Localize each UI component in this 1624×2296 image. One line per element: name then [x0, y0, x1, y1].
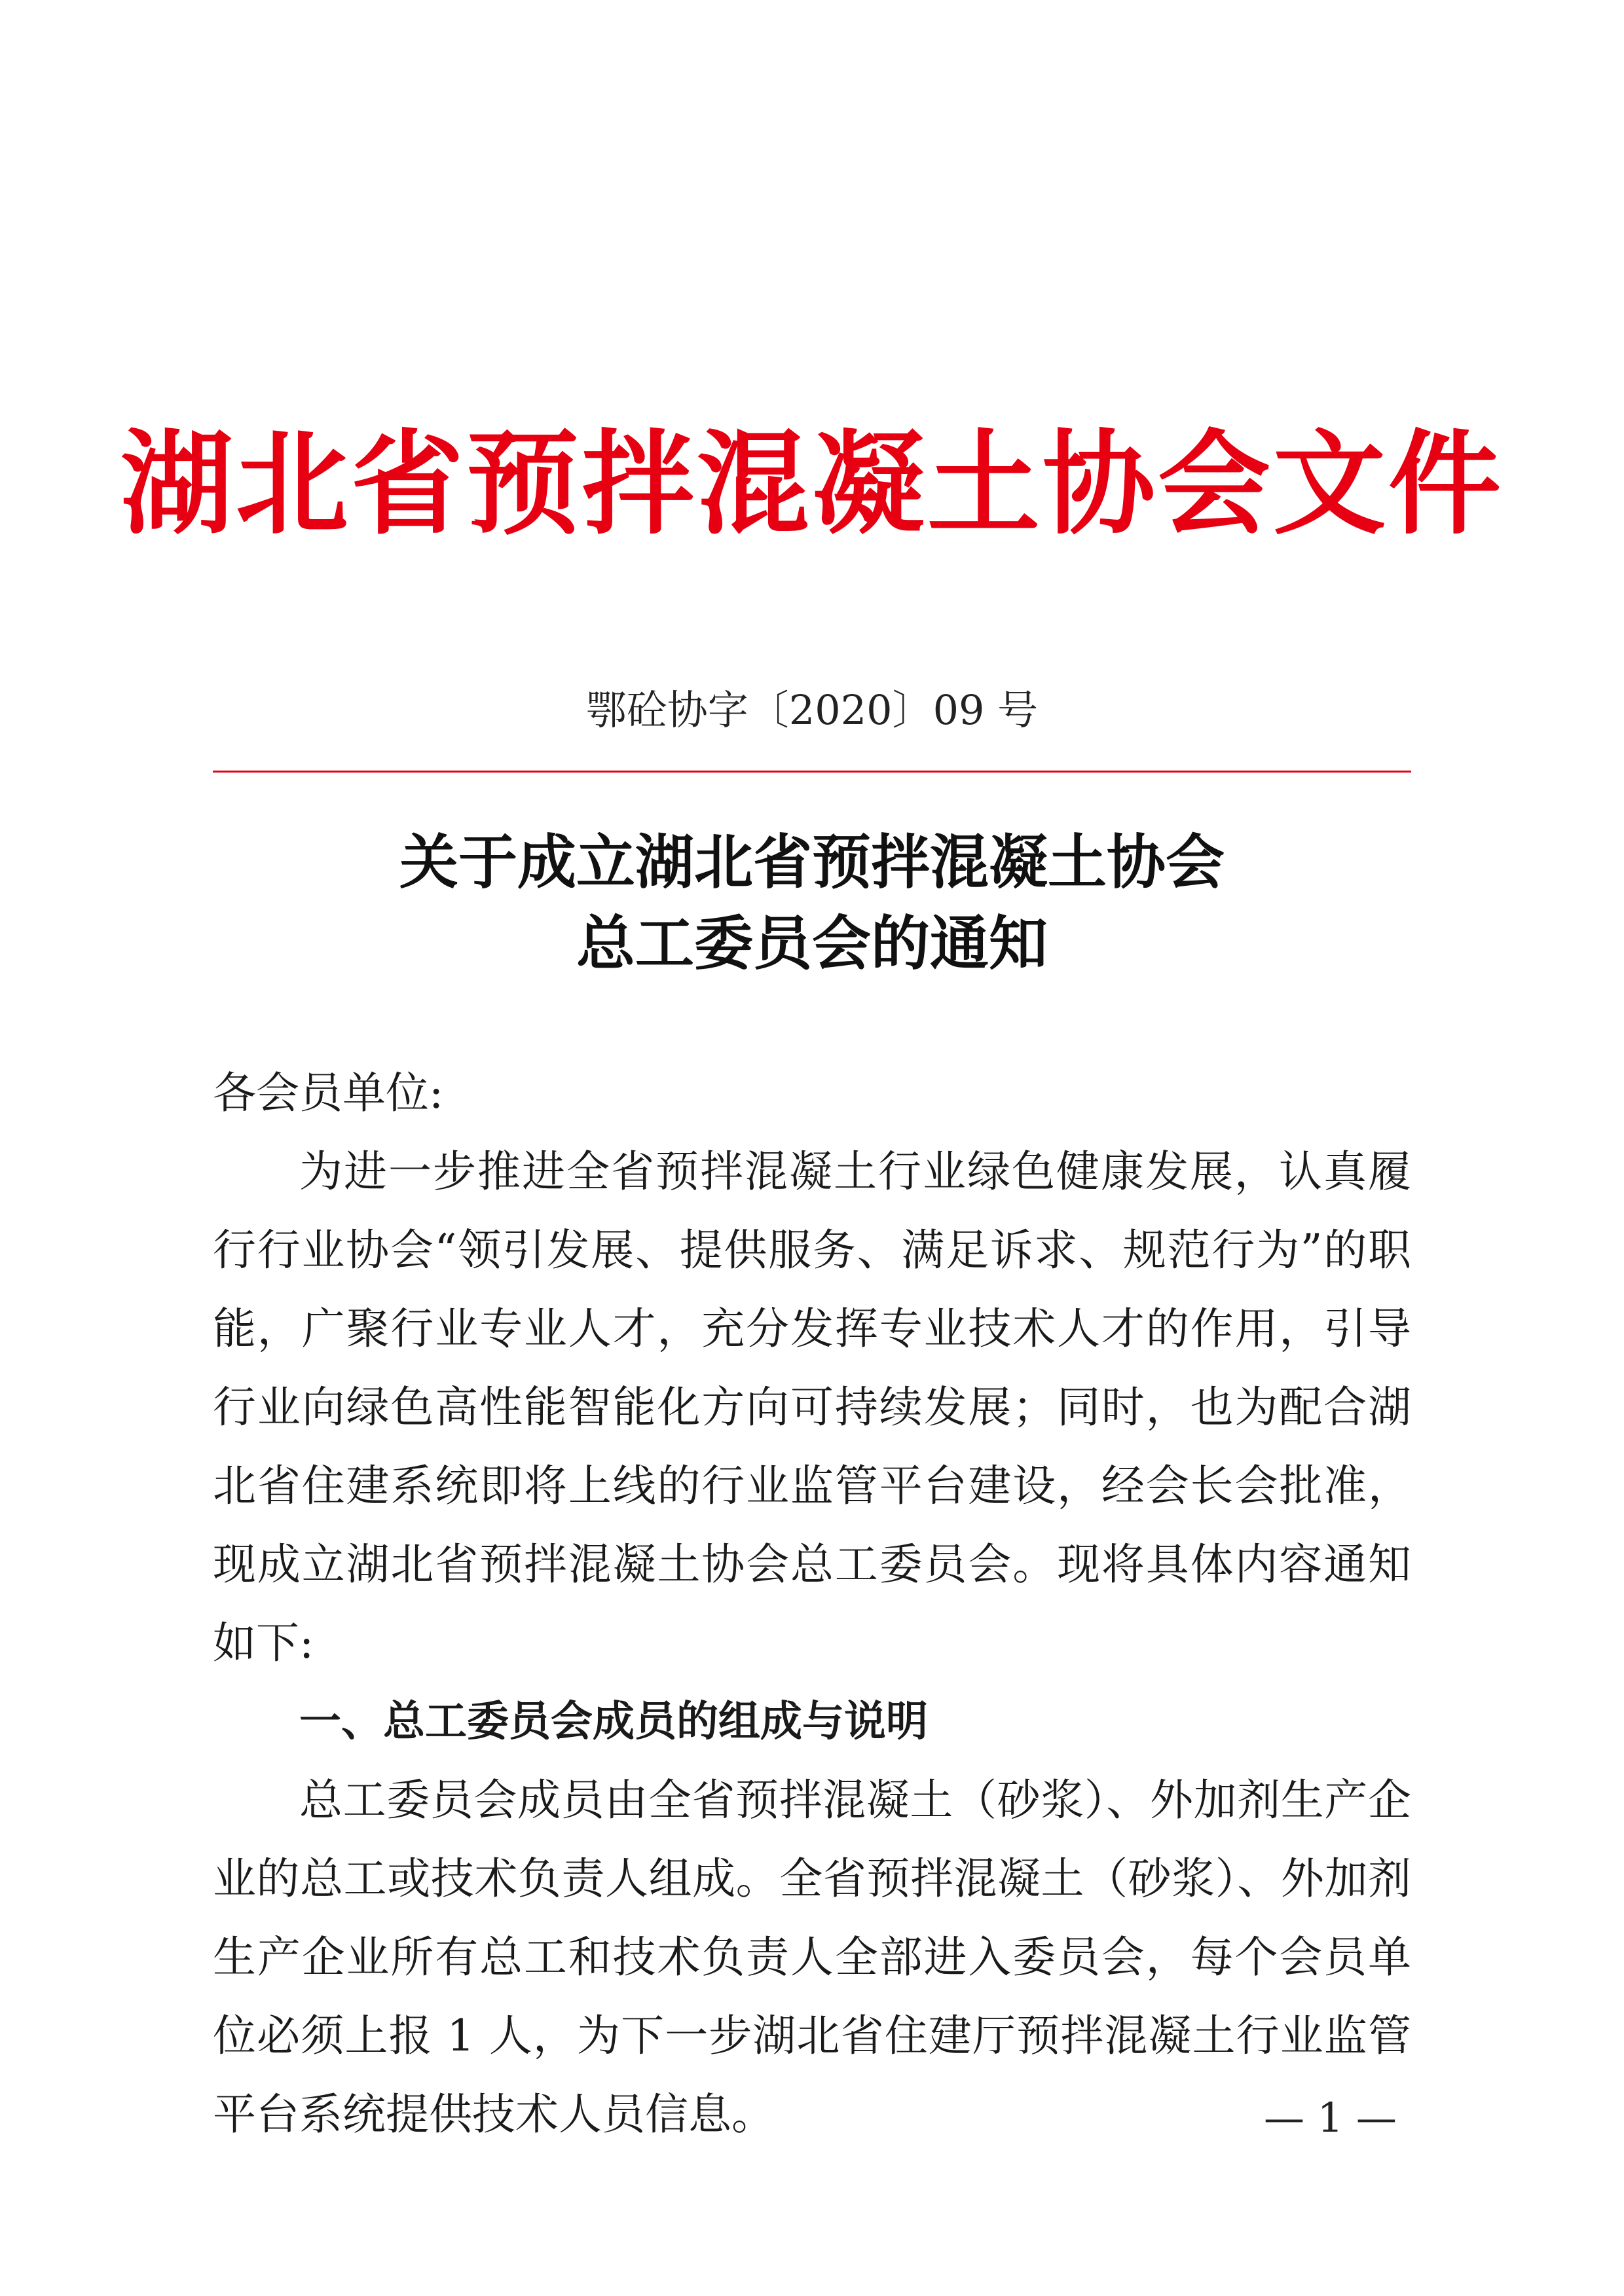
body-paragraph-2: 总工委员会成员由全省预拌混凝土（砂浆）、外加剂生产企业的总工或技术负责人组成。全省预拌混凝土（砂浆）、外加剂生产企业所有总工和技术负责人全部进入委员会，每个会员单位必须上报 1 人，为下一步湖北省住建厅预拌混凝土行业监管平台系统提供技术人员信息。 [213, 1775, 1411, 2140]
notice-title-line-1: 关于成立湖北省预拌混凝土协会 [399, 828, 1225, 897]
document-body [213, 1054, 1411, 2154]
notice-title [0, 822, 1624, 984]
notice-title-line-2: 总工委员会的通知 [576, 909, 1048, 978]
red-divider-line [213, 771, 1411, 773]
page-number: — 1 — [1264, 2094, 1397, 2141]
document-header-title: 湖北省预拌混凝土协会文件 [120, 418, 1504, 550]
body-paragraph-1: 为进一步推进全省预拌混凝土行业绿色健康发展，认真履行行业协会“领引发展、提供服务、满足诉求、规范行为”的职能，广聚行业专业人才，充分发挥专业技术人才的作用，引导行业向绿色高性能智能化方向可持续发展；同时，也为配合湖北省住建系统即将上线的行业监管平台建设，经会长会批准，现成立湖北省预拌混凝土协会总工委员会。现将具体内容通知如下: [213, 1146, 1411, 1668]
document-number: 鄂砼协字〔2020〕09 号 [585, 686, 1039, 734]
salutation: 各会员单位: [213, 1068, 444, 1118]
section-heading-1: 一、总工委员会成员的组成与说明 [299, 1698, 928, 1746]
